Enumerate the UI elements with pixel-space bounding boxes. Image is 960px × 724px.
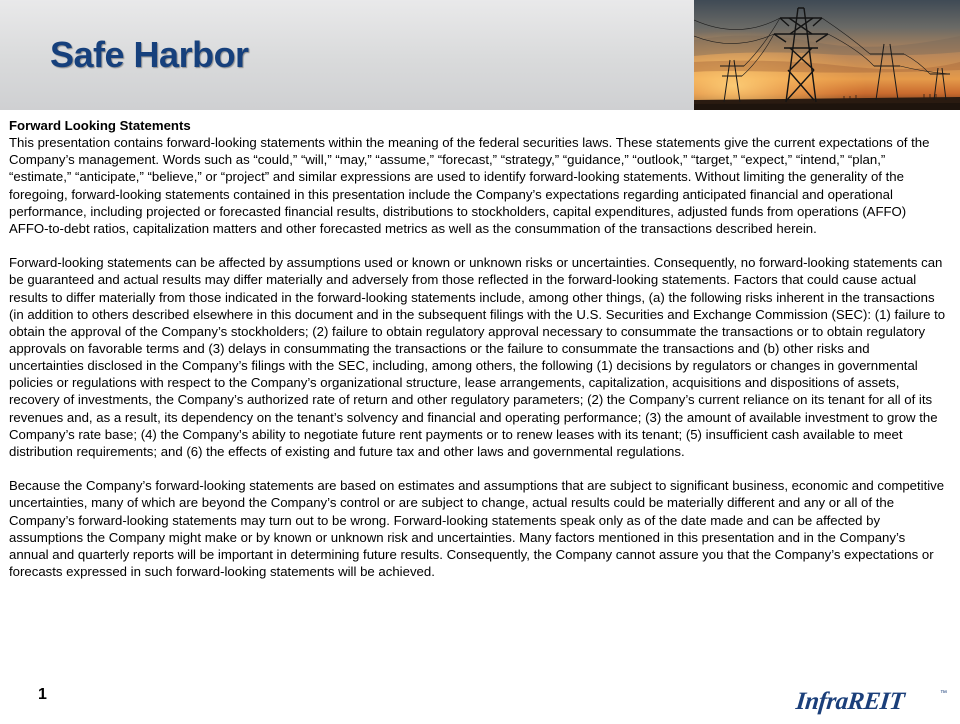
paragraph-2: Forward-looking statements can be affected by assumptions used or known or unknown risks or uncertainties. Consequently, no forward-looking statements can be guaranteed and actual results may differ materially and adversely from those reflected in the forward-looking statements. Factors that could cause actual results to differ materially from those indicated in the forward-looking statements include, among other things, (a) the following risks inherent in the transactions (in addition to others described elsewhere in this document and in the subsequent filings with the U.S. Securities and Exchange Commission (SEC): (1) failure to obtain the approval of the Company’s stockholders; (2) failure to obtain regulatory approval necessary to consummate the transactions or to obtain regulatory approvals on favorable terms and (3) delays in consummating the transactions or the failure to consummate the transactions and (b) other risks and uncertainties disclosed in the Company’s filings with the SEC, including, among others, the following (1) decisions by regulators or changes in governmental policies or regulations with respect to the Company’s organizational structure, lease arrangements, capitalization, acquisitions and dispositions of assets, recovery of investments, the Company’s authorized rate of return and other regulatory parameters; (2) the Company’s current reliance on its tenant for all of its revenues and, as a result, its dependency on the tenant’s solvency and financial and operating performance; (3) the amount of available investment to grow the Company’s rate base; (4) the Company’s ability to negotiate future rent payments or to renew leases with its tenant; (5) insufficient cash available to meet distribution requirements; and (6) the effects of existing and future tax and other laws and governmental regulations.: [9, 255, 946, 459]
slide-title: Safe Harbor: [50, 34, 249, 75]
section-heading: Forward Looking Statements: [9, 118, 191, 133]
paragraph-1-text: This presentation contains forward-looking statements within the meaning of the federal securities laws. These statements give the current expectations of the Company’s management. Words such as “could,” “will,” “may,” “assume,” “forecast,” “strategy,” “guidance,” “outlook,” “target,” “expect,” “intend,” “plan,” “estimate,” “anticipate,” “believe,” or “project” and similar expressions are used to identify forward-looking statements. Without limiting the generality of the foregoing, forward-looking statements contained in this presentation include the Company’s expectations regarding anticipated financial and operational performance, including projected or forecasted financial results, distributions to stockholders, capital expenditures, adjusted funds from operations (AFFO) AFFO-to-debt ratios, capitalization matters and other forecasted metrics as well as the consummation of the transactions described herein.: [9, 135, 930, 236]
paragraph-3: Because the Company’s forward-looking statements are based on estimates and assumptions that are subject to significant business, economic and competitive uncertainties, many of which are beyond the Company’s control or are subject to change, actual results could be materially different and any or all of the Company’s forward-looking statements may turn out to be wrong. Forward-looking statements speak only as of the date made and can be affected by assumptions the Company might make or by known or unknown risk and uncertainties. Many factors mentioned in this presentation and in the Company’s annual and quarterly reports will be important in determining future results. Consequently, the Company cannot assure you that the Company’s expectations or forecasts expressed in such forward-looking statements will be achieved.: [9, 478, 945, 580]
power-lines-sunset-photo: [694, 0, 960, 110]
logo-wordmark: InfraREIT: [794, 688, 906, 715]
safe-harbor-text: [9, 117, 947, 580]
paragraph-1: [9, 117, 947, 237]
logo-trademark: ™: [940, 690, 947, 697]
infrareit-logo: [792, 684, 952, 724]
page-number: 1: [38, 686, 47, 703]
